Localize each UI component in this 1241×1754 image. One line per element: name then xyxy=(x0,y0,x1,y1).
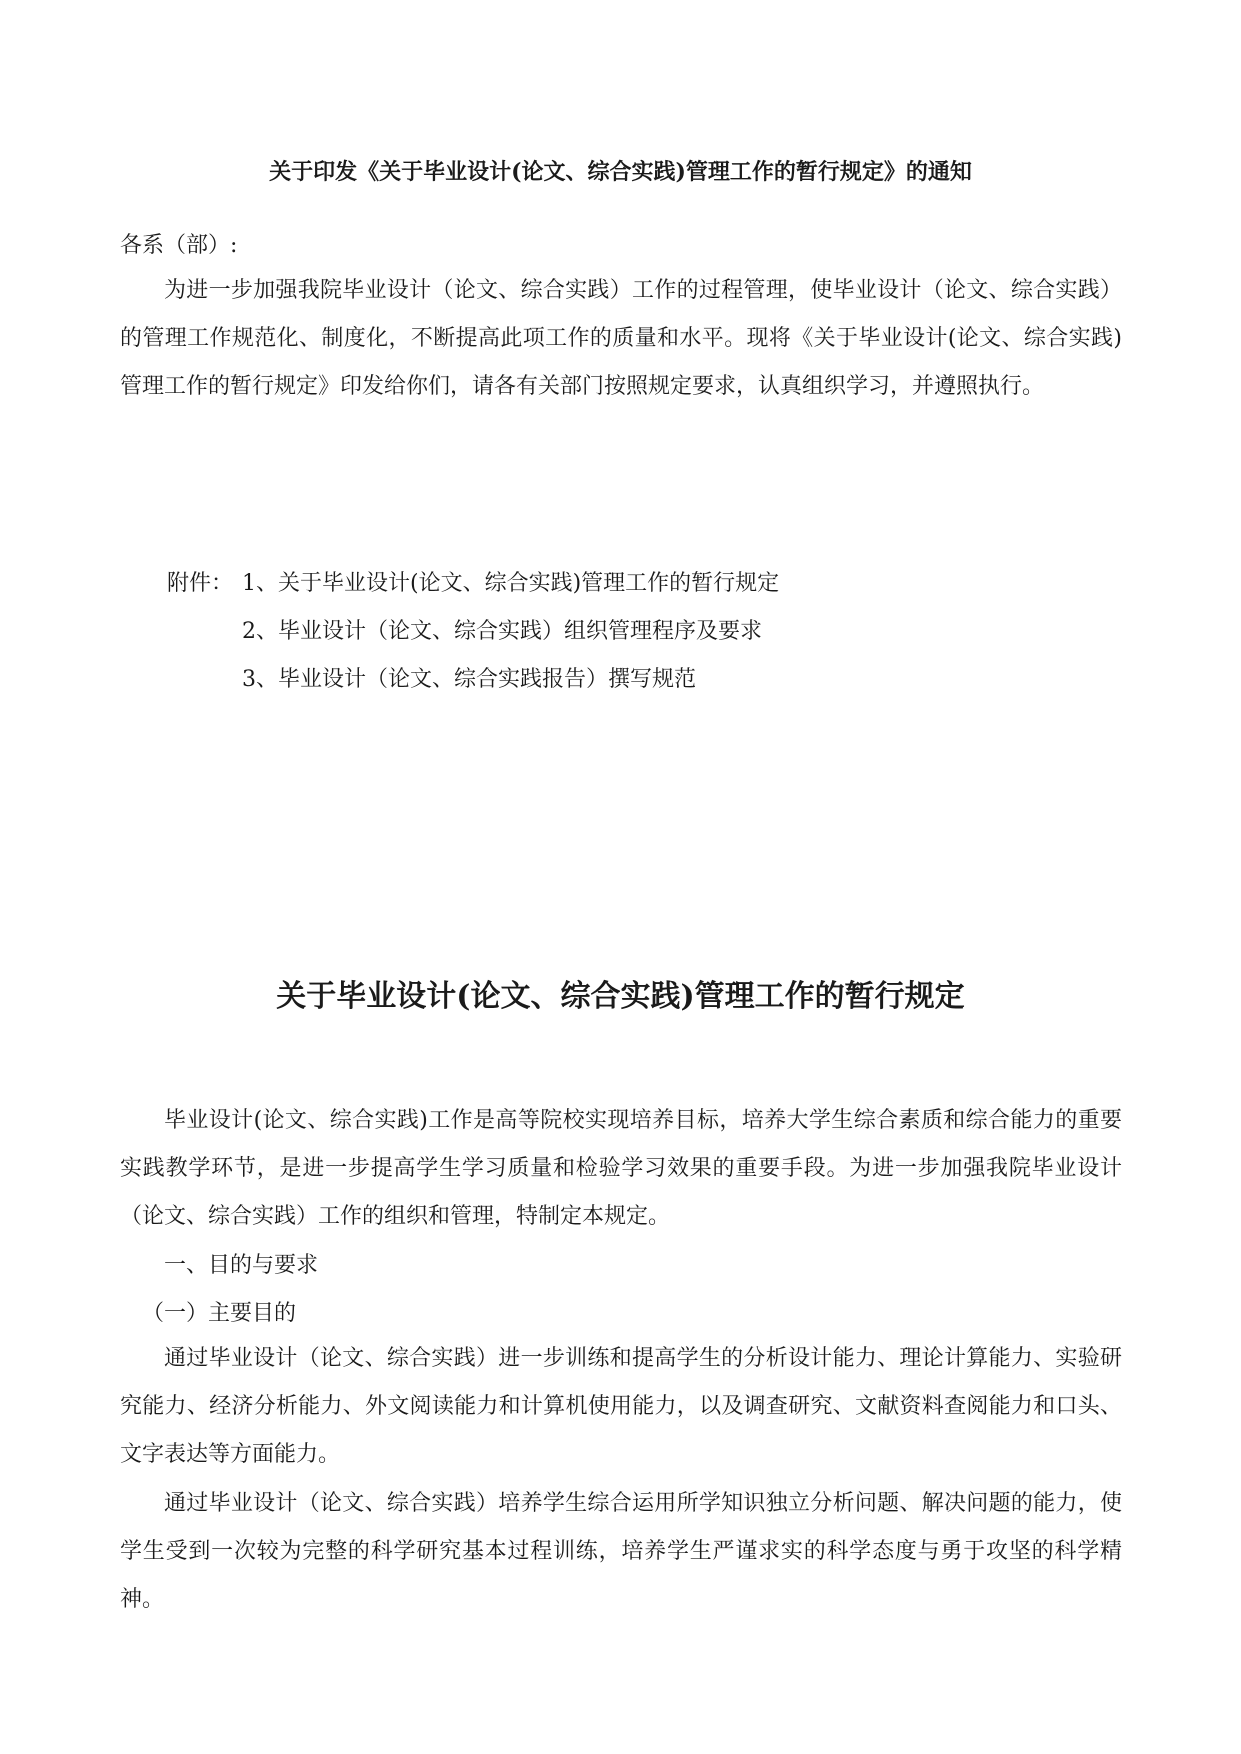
subsection-heading: （一）主要目的 xyxy=(142,1301,297,1326)
attachment-item-text: 1、关于毕业设计(论文、综合实践)管理工作的暂行规定 xyxy=(242,571,780,596)
salutation: 各系（部）: xyxy=(120,233,238,258)
notice-title: 关于印发《关于毕业设计(论文、综合实践)管理工作的暂行规定》的通知 xyxy=(269,159,972,185)
attachment-item xyxy=(167,656,779,704)
regulation-title: 关于毕业设计(论文、综合实践)管理工作的暂行规定 xyxy=(276,979,965,1014)
attachment-item-text: 3、毕业设计（论文、综合实践报告）撰写规范 xyxy=(242,667,696,692)
purpose-paragraph: 通过毕业设计（论文、综合实践）培养学生综合运用所学知识独立分析问题、解决问题的能力，使学生受到一次较为完整的科学研究基本过程训练，培养学生严谨求实的科学态度与勇于攻坚的科学精神。 xyxy=(120,1491,1122,1612)
attachment-item-text: 2、毕业设计（论文、综合实践）组织管理程序及要求 xyxy=(242,619,762,644)
regulation-intro-paragraph: 毕业设计(论文、综合实践)工作是高等院校实现培养目标，培养大学生综合素质和综合能力的重要实践教学环节，是进一步提高学生学习质量和检验学习效果的重要手段。为进一步加强我院毕业设计（论文、综合实践）工作的组织和管理，特制定本规定。 xyxy=(120,1108,1122,1229)
notice-body-paragraph: 为进一步加强我院毕业设计（论文、综合实践）工作的过程管理，使毕业设计（论文、综合实践）的管理工作规范化、制度化，不断提高此项工作的质量和水平。现将《关于毕业设计(论文、综合实践)管理工作的暂行规定》印发给你们，请各有关部门按照规定要求，认真组织学习，并遵照执行。 xyxy=(120,278,1122,399)
attachment-item xyxy=(167,560,779,608)
attachments-label: 附件： xyxy=(167,571,234,596)
attachment-item xyxy=(167,608,779,656)
attachments-list xyxy=(167,560,779,704)
purpose-paragraph: 通过毕业设计（论文、综合实践）进一步训练和提高学生的分析设计能力、理论计算能力、实验研究能力、经济分析能力、外文阅读能力和计算机使用能力，以及调查研究、文献资料查阅能力和口头、文字表达等方面能力。 xyxy=(120,1346,1122,1467)
section-heading: 一、目的与要求 xyxy=(164,1253,319,1278)
